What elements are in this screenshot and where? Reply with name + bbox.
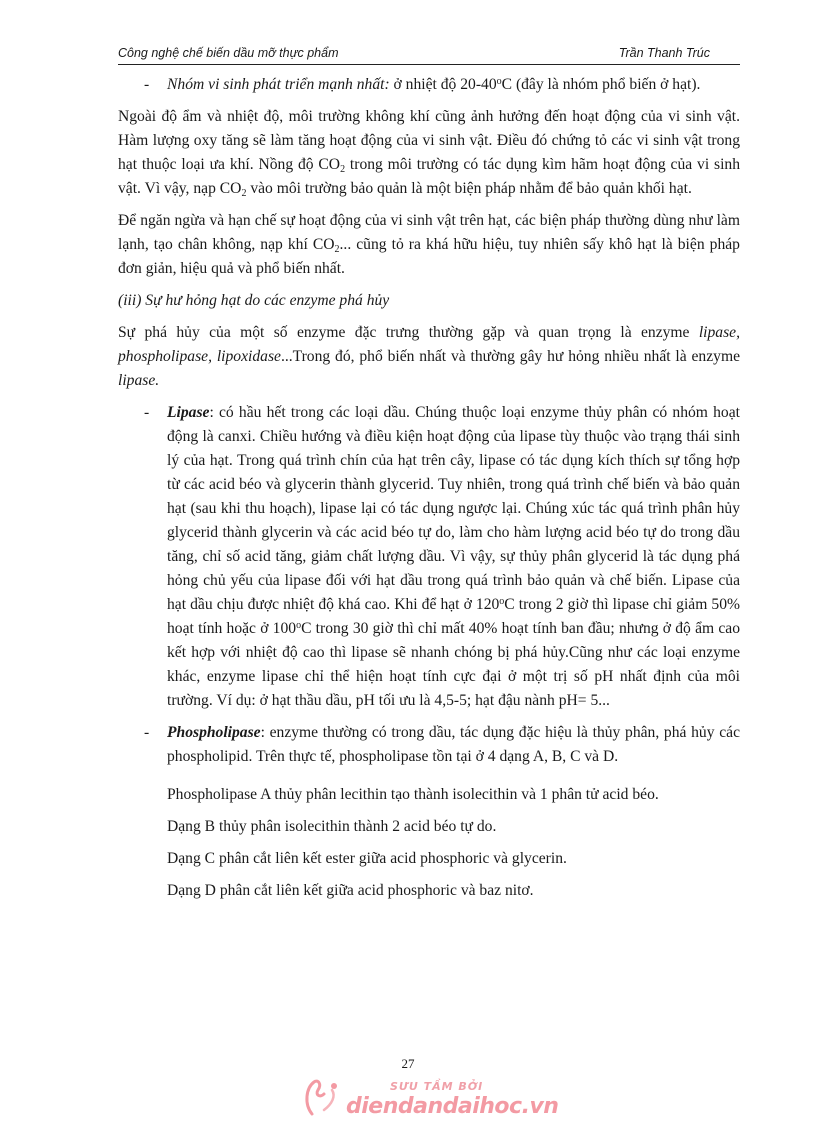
superscript: o [496, 76, 502, 87]
text: ...Trong đó, phổ biến nhất và thường gây hư hỏng nhiều nhất là enzyme [280, 348, 740, 365]
subscript: 2 [334, 244, 340, 255]
paragraph-prevention [118, 209, 740, 281]
header-author: Trần Thanh Trúc [618, 46, 710, 60]
text: trong môi trường có tác dụng kìm hãm hoạt động của vi sinh vật. Vì vậy, nạp CO [118, 156, 740, 197]
text: C (đây là nhóm phổ biến ở hạt). [501, 76, 701, 93]
text: : có hầu hết trong các loại dầu. Chúng thuộc loại enzyme thủy phân có nhóm hoạt động là canxi. Chiều hướng và điều kiện hoạt động của lipase tùy thuộc vào trạng thái sinh lý của hạt. Trong quá trình chín của hạt trên cây, lipase có tác dụng kích thích sự tổng hợp từ các acid béo và glycerin thành glycerid. Tuy nhiên, trong quá trình chế biến và bảo quản hạt (sau khi thu hoạch), lipase lại có tác dụng ngược lại. Chúng xúc tác quá trình phân hủy glycerid thành glycerin và các acid béo tự do, làm cho hàm lượng acid béo tự do trong dầu tăng, chỉ số acid tăng, giảm chất lượng dầu. Vì vậy, sự thủy phân glycerid là tác dụng phá hỏng chủ yếu của lipase đối với hạt dầu trong quá trình bảo quản và chế biến. Lipase của hạt dầu chịu được nhiệt độ khá cao. Khi để hạt ở 120 [167, 404, 740, 613]
text: Ngoài độ ẩm và nhiệt độ, môi trường không khí cũng ảnh hưởng đến hoạt động của vi sinh vật. Hàm lượng oxy tăng sẽ làm tăng hoạt động của vi sinh vật. Điều đó chứng tỏ các vi sinh vật trong hạt thuộc loại ưa khí. Nồng độ CO [118, 108, 740, 173]
term-lipase: Lipase [167, 404, 210, 421]
page-header [118, 44, 740, 65]
bullet-dash: - [144, 724, 150, 741]
phospholipase-form-c: Dạng C phân cắt liên kết ester giữa acid phosphoric và glycerin. [167, 850, 567, 867]
watermark-site: diendandaihoc.vn [346, 1094, 559, 1119]
text: vào môi trường bảo quản là một biện pháp nhằm để bảo quản khối hạt. [246, 180, 692, 197]
text: Sự phá hủy của một số enzyme đặc trưng thường gặp và quan trọng là enzyme [118, 324, 699, 341]
text: C trong 30 giờ thì chỉ mất 40% hoạt tính ban đầu; nhưng ở độ ẩm cao kết hợp với nhiệt độ cao thì lipase sẽ nhanh chóng bị phá hủy.Cũng như các loại enzyme khác, enzyme lipase chỉ thể hiện hoạt tính cực đại ở một trị số pH nhất định của môi trường. Ví dụ: ở hạt thầu dầu, pH tối ưu là 4,5-5; hạt đậu nành pH= 5... [167, 620, 740, 709]
bullet-dash: - [144, 404, 150, 421]
text: : enzyme thường có trong dầu, tác dụng đặc hiệu là thủy phân, phá hủy các phospholipid. Trên thực tế, phospholipase tồn tại ở 4 dạng A, B, C và D. [167, 724, 740, 765]
phospholipase-form-b: Dạng B thủy phân isolecithin thành 2 acid béo tự do. [167, 818, 497, 835]
page-number: 27 [401, 1056, 415, 1071]
text: ở nhiệt độ 20-40 [389, 76, 497, 93]
watermark [298, 1072, 568, 1122]
paragraph-environment [118, 105, 740, 201]
text: C trong 2 giờ thì lipase chỉ giảm 50% hoạt tính hoặc ở 100 [167, 596, 740, 637]
paragraph-enzymes [118, 321, 740, 393]
text-italic: lipase, phospholipase, lipoxidase [118, 324, 740, 365]
text: ... cũng tỏ ra khá hữu hiệu, tuy nhiên sấy khô hạt là biện pháp đơn giản, hiệu quả và phổ biến nhất. [118, 236, 740, 277]
watermark-logo-icon [298, 1074, 344, 1120]
text-italic: Nhóm vi sinh phát triển mạnh nhất: [167, 76, 390, 93]
bullet-phospholipase [118, 721, 740, 769]
subscript: 2 [340, 164, 346, 175]
text-italic: lipase. [118, 372, 160, 389]
term-phospholipase: Phospholipase [167, 724, 261, 741]
subscript: 2 [241, 188, 247, 199]
bullet-dash: - [144, 76, 150, 93]
text: Để ngăn ngừa và hạn chế sự hoạt động của vi sinh vật trên hạt, các biện pháp thường dùng như làm lạnh, tạo chân không, nạp khí CO [118, 212, 740, 253]
superscript: o [296, 620, 302, 631]
watermark-caption: SƯU TẦM BỞI [390, 1080, 484, 1093]
phospholipase-form-a: Phospholipase A thủy phân lecithin tạo thành isolecithin và 1 phân tử acid béo. [167, 786, 659, 803]
phospholipase-form-d: Dạng D phân cắt liên kết giữa acid phosphoric và baz nitơ. [167, 882, 534, 899]
header-title: Công nghệ chế biến dầu mỡ thực phẩm [118, 46, 339, 60]
section-heading: (iii) Sự hư hỏng hạt do các enzyme phá hủy [118, 292, 390, 309]
superscript: o [499, 596, 505, 607]
bullet-lipase [118, 401, 740, 713]
bullet-microbe-group [118, 73, 740, 97]
page-content [118, 73, 740, 911]
